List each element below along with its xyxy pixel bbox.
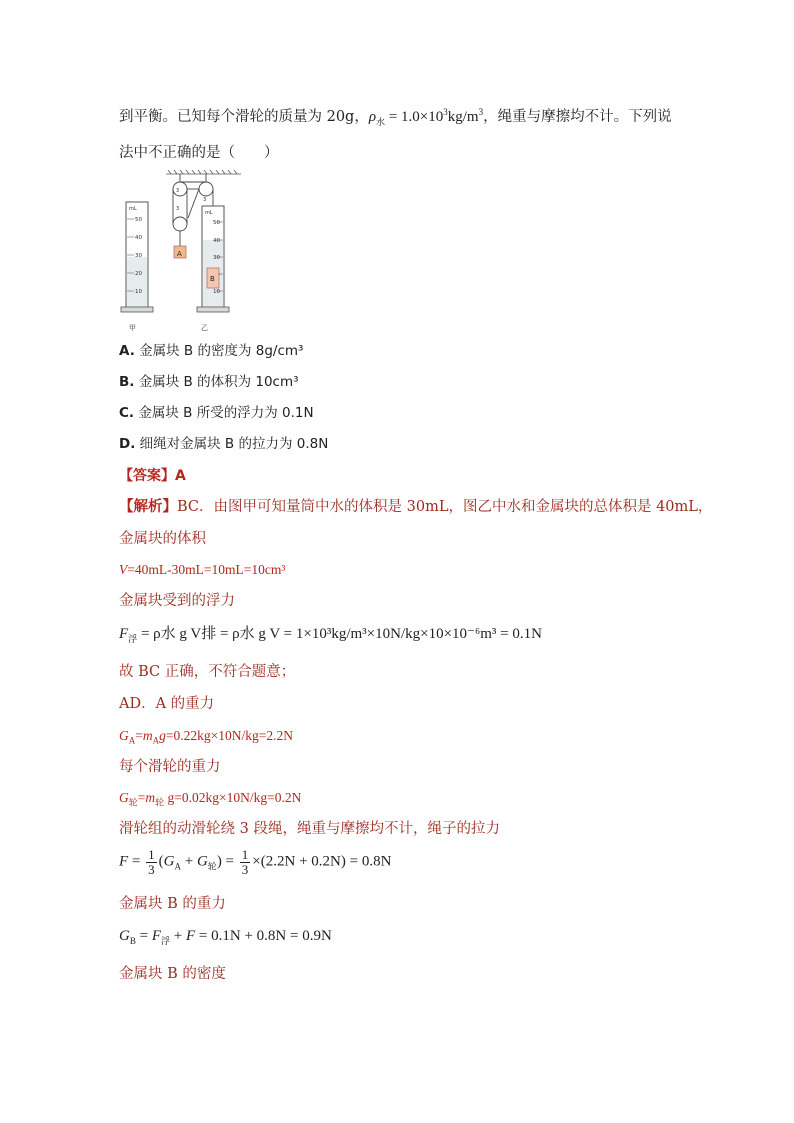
experiment-figure (116, 170, 256, 336)
answer-value: A (175, 468, 186, 484)
answer-line (119, 469, 186, 483)
tick-left-40: 40 (135, 235, 142, 241)
option-d (119, 438, 328, 452)
unit-label-right: mL (205, 210, 213, 216)
ad-text: AD．A 的重力 (119, 696, 215, 712)
rope-count-top: 3 (176, 188, 180, 194)
measuring-cylinder-right (197, 206, 229, 332)
volume-equation: V=40mL-30mL=10mL=10cm³ (119, 562, 286, 577)
tick-right-30: 30 (213, 255, 220, 261)
analysis-line-1 (119, 500, 712, 515)
question-text-suffix: ，绳重与摩擦均不计。下列说 (483, 109, 672, 125)
block-a-label: A (177, 250, 182, 258)
option-d-letter: D. (119, 436, 136, 452)
option-b (119, 376, 299, 390)
tick-left-50: 50 (135, 217, 142, 223)
buoyancy-equation: $F_浮 = \rho$水 g V排 = ρ水 g V = 1×10³kg/m³×10N/kg×10×10⁻⁶m³ = 0.1N (119, 626, 542, 644)
ceiling (166, 170, 241, 174)
rope-text: 滑轮组的动滑轮绕 3 段绳，绳重与摩擦均不计，绳子的拉力 (119, 821, 500, 837)
ga-equation: $G_A=m_Ag=0.22kg\times 10N/kg=2.2N$ (119, 728, 293, 746)
fixed-pulley-right (199, 182, 213, 196)
unit-label-left: mL (129, 206, 137, 212)
volume-title: 金属块的体积 (119, 531, 206, 547)
measuring-cylinder-left (121, 202, 153, 332)
pulley-weight-title: 每个滑轮的重力 (119, 759, 221, 775)
gb-title: 金属块 B 的重力 (119, 896, 226, 912)
force-equation: F = $\frac{1}{3}$ $(G_A + G_轮)$ = $\frac{1}{3}$ ×(2.2N + 0.2N) = 0.8N (119, 847, 392, 877)
gb-equation: $G_B = F_浮 + F = 0.1N + 0.8N = 0.9N$ (119, 928, 332, 946)
movable-pulley (173, 217, 187, 231)
option-b-text: 金属块 B 的体积为 10cm³ (138, 374, 299, 390)
tick-right-10: 10 (213, 289, 220, 295)
label-yi: 乙 (201, 324, 208, 332)
tick-left-20: 20 (135, 271, 142, 277)
question-text-prefix: 到平衡。已知每个滑轮的质量为 20g， (119, 109, 369, 125)
tick-left-10: 10 (135, 289, 142, 295)
analysis-label: 【解析】 (119, 499, 177, 515)
answer-label: 【答案】 (119, 468, 175, 484)
density-water-formula: $\rho_水 = 1.0\times 10^3kg/m^3$ (368, 107, 484, 127)
analysis-bc-text: BC．由图甲可知量筒中水的体积是 30mL，图乙中水和金属块的总体积是 40mL， (177, 499, 713, 515)
label-jia: 甲 (129, 324, 136, 332)
tick-right-50: 50 (213, 220, 220, 226)
option-d-text: 细绳对金属块 B 的拉力为 0.8N (139, 436, 329, 452)
option-a-text: 金属块 B 的密度为 8g/cm³ (139, 343, 304, 359)
rope-count-mid: 3 (176, 206, 180, 212)
density-title: 金属块 B 的密度 (119, 966, 226, 982)
option-c-letter: C. (119, 405, 135, 421)
option-c-text: 金属块 B 所受的浮力为 0.1N (138, 405, 314, 421)
option-c (119, 407, 314, 421)
option-a (119, 345, 303, 359)
option-a-letter: A. (119, 343, 135, 359)
tick-left-30: 30 (135, 253, 142, 259)
gwheel-equation: $G_轮=m_轮$ g=0.02kg×10N/kg=0.2N (119, 790, 302, 808)
block-b-label: B (210, 275, 215, 283)
option-b-letter: B. (119, 374, 135, 390)
question-line-1 (119, 107, 672, 127)
bc-conclusion: 故 BC 正确，不符合题意； (119, 664, 296, 680)
tick-right-40: 40 (213, 238, 220, 244)
buoyancy-title: 金属块受到的浮力 (119, 593, 235, 609)
question-line-2: 法中不正确的是（ ） (119, 145, 279, 161)
rope-count-right: 3 (203, 197, 207, 203)
